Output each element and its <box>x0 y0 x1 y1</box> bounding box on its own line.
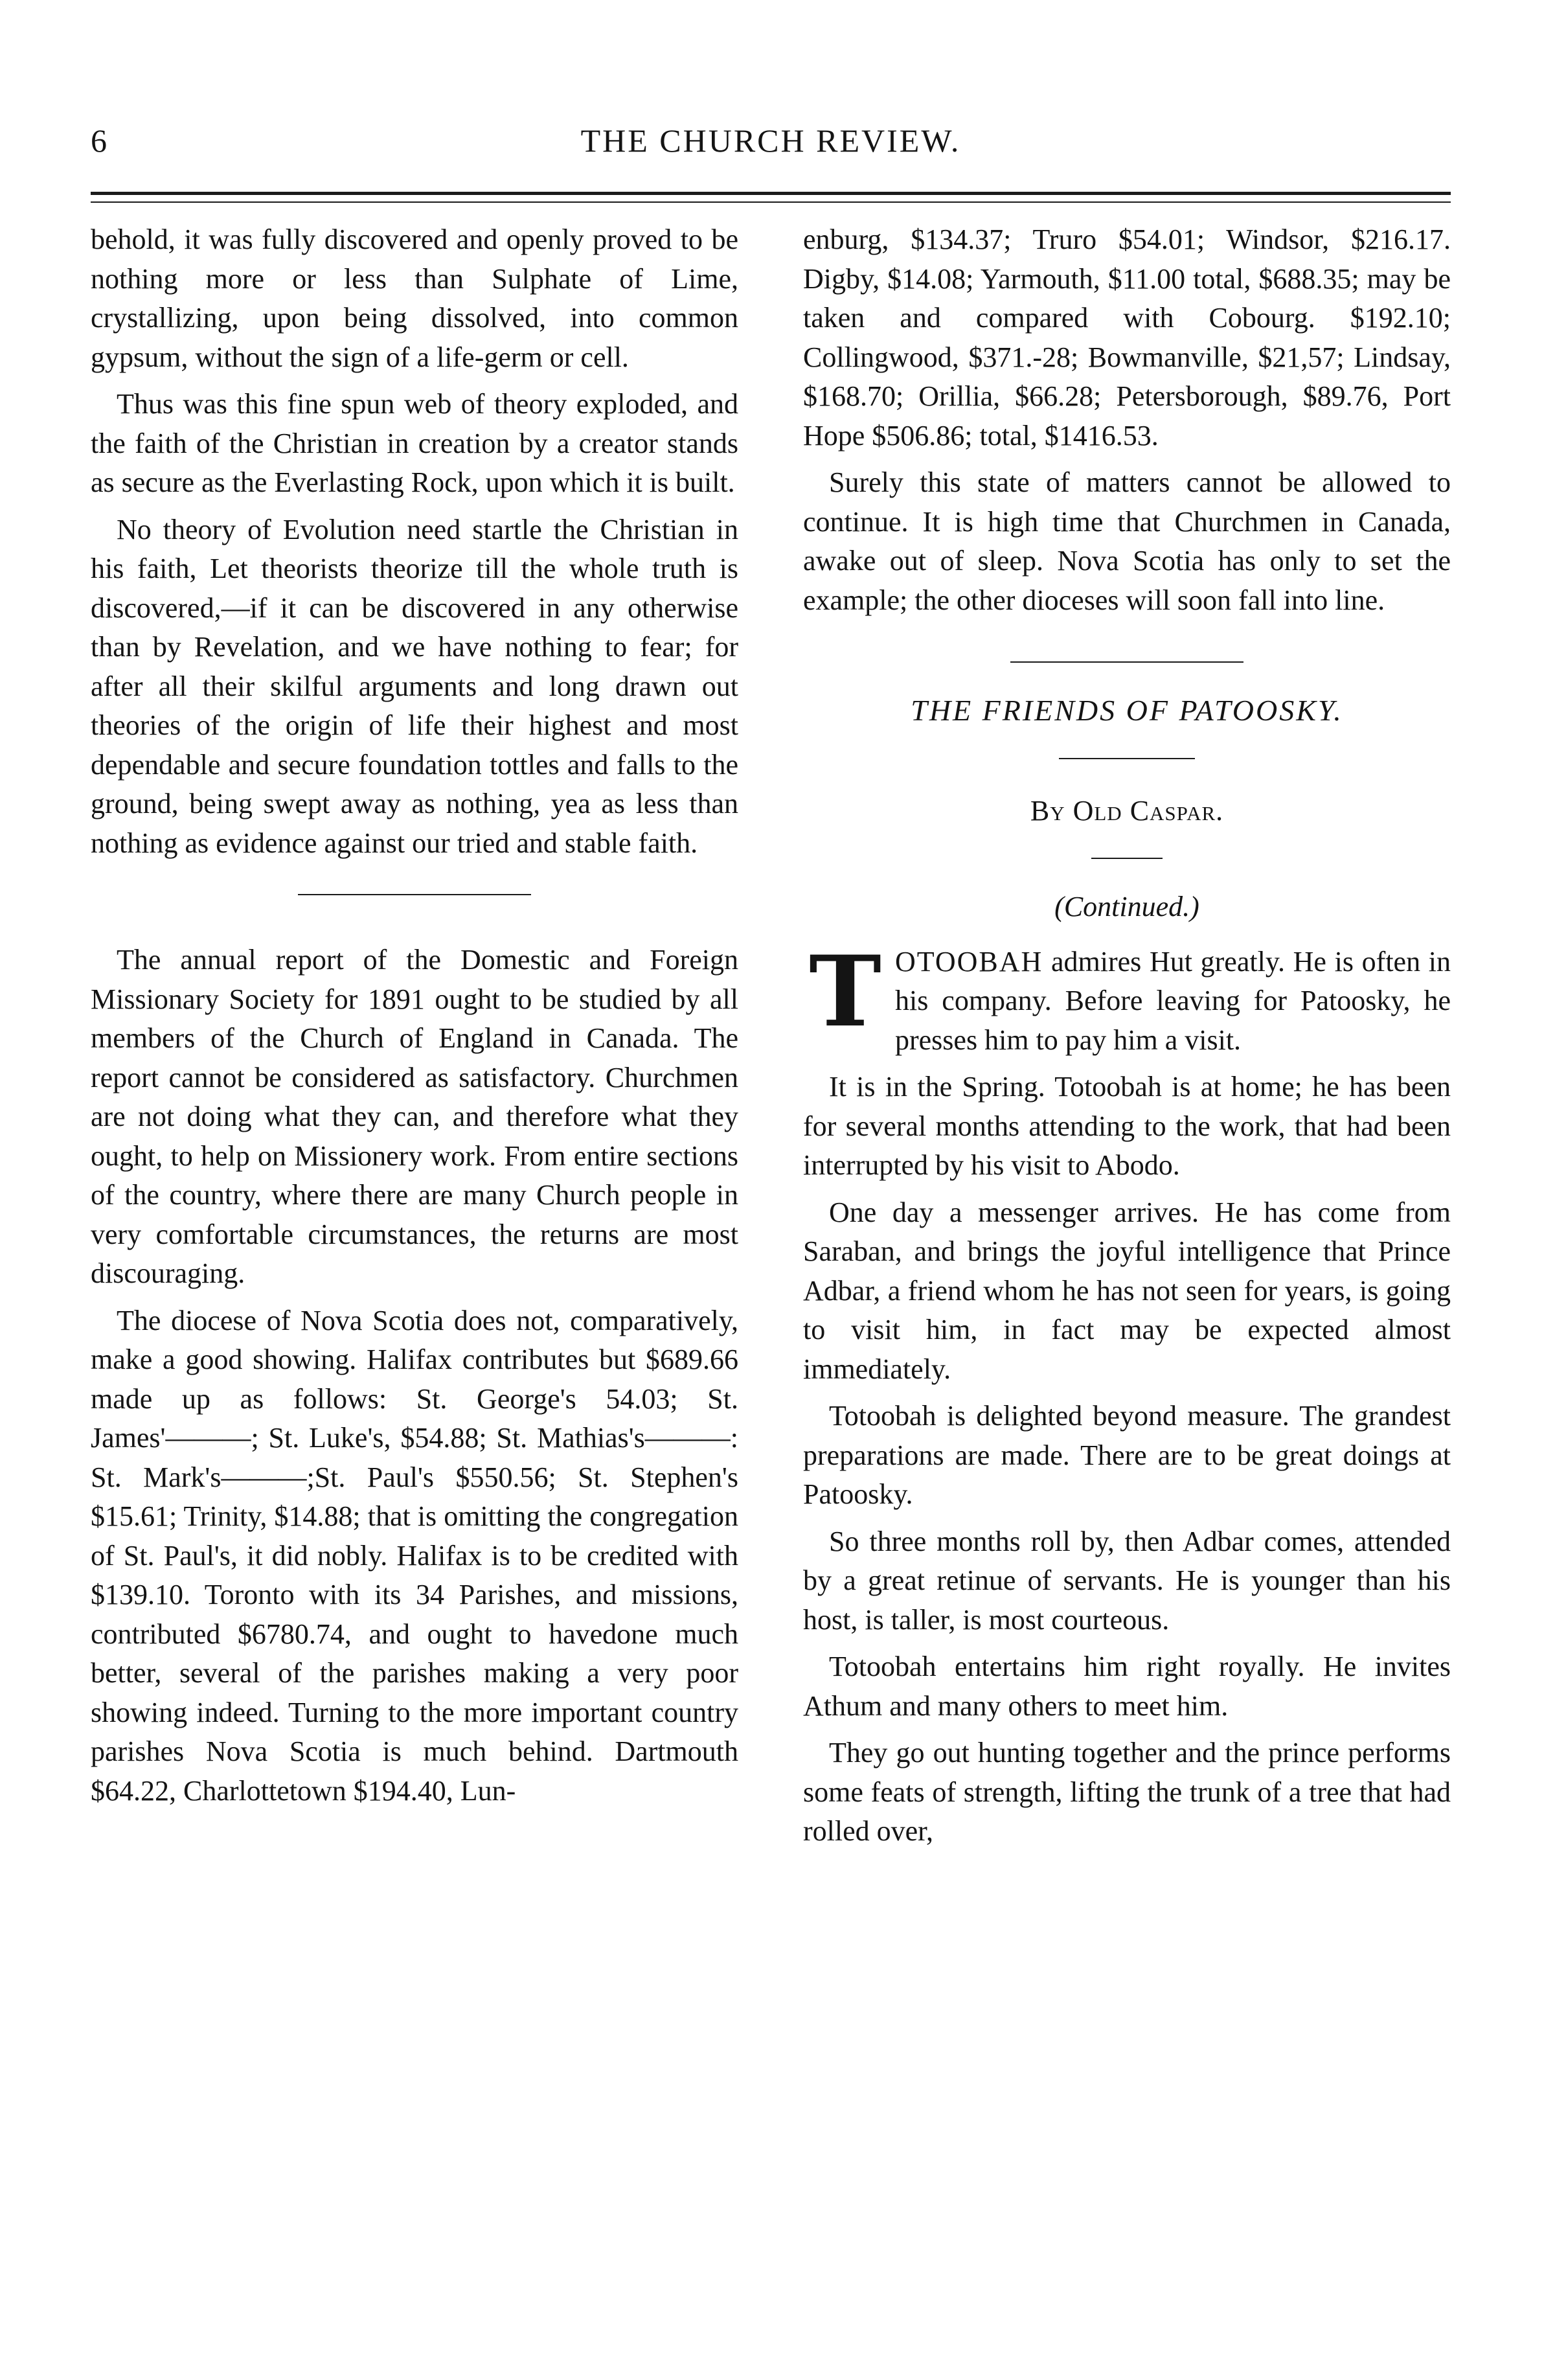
page-number: 6 <box>91 122 107 159</box>
right-column <box>803 220 1451 1859</box>
header-rule-thin <box>91 201 1451 203</box>
paragraph: Thus was this fine spun web of theory exploded, and the faith of the Christian in creation by a creator stands as secure as the Everlasting Rock, upon which it is built. <box>91 388 738 498</box>
page-header <box>91 122 1451 174</box>
paragraph: It is in the Spring. Totoobah is at home; he has been for several months attending to the work, that had been interrupted by his visit to Abodo. <box>803 1071 1451 1181</box>
drop-cap-letter: T <box>809 934 881 1049</box>
continued-note: (Continued.) <box>1054 891 1199 922</box>
story-title: THE FRIENDS OF PATOOSKY. <box>911 694 1343 727</box>
lead-caps: OTOOBAH <box>895 945 1043 978</box>
paragraph: The annual report of the Domestic and Foreign Missionary Society for 1891 ought to be studied by all members of the Church of England in Canada. The report cannot be considered as satisfactory. Churchmen are not doing what they can, and therefore what they ought, to help on Missionery work. From entire sections of the country, where there are many Church people in very comfortable circumstances, the returns are most discouraging. <box>91 944 738 1289</box>
paragraph: So three months roll by, then Adbar comes, attended by a great retinue of servants. He is younger than his host, is taller, is most courteous. <box>803 1525 1451 1636</box>
paragraph: Totoobah entertains him right royally. He invites Athum and many others to meet him. <box>803 1651 1451 1722</box>
paragraph: One day a messenger arrives. He has come from Saraban, and brings the joyful intelligence that Prince Adbar, a friend whom he has not seen for years, is going to visit him, in fact may be expected almost immediately. <box>803 1196 1451 1385</box>
opening-text: admires Hut greatly. He is often in his company. Before leaving for Patoosky, he presses him to pay him a visit. <box>895 945 1451 1056</box>
opening-paragraph <box>803 934 1451 1060</box>
running-title: THE CHURCH REVIEW. <box>580 122 961 159</box>
paragraph: Totoobah is delighted beyond measure. The grandest preparations are made. There are to be great doings at Patoosky. <box>803 1400 1451 1510</box>
left-column <box>91 220 738 1818</box>
paragraph: behold, it was fully discovered and openly proved to be nothing more or less than Sulphate of Lime, crystallizing, upon being dissolved, into common gypsum, without the sign of a life-germ or cell. <box>91 223 738 373</box>
paragraph: Surely this state of matters cannot be allowed to continue. It is high time that Churchmen in Canada, awake out of sleep. Nova Scotia has only to set the example; the other dioceses will soon fall into line. <box>803 466 1451 616</box>
paragraph: enburg, $134.37; Truro $54.01; Windsor, $216.17. Digby, $14.08; Yarmouth, $11.00 total, $688.35; may be taken and compared with Cobourg. $192.10; Collingwood, $371.-28; Bowmanville, $21,57; Lindsay, $168.70; Orillia, $66.28; Petersborough, $89.76, Port Hope $506.86; total, $1416.53. <box>803 223 1451 452</box>
paragraph: The diocese of Nova Scotia does not, comparatively, make a good showing. Halifax contributes but $689.66 made up as follows: St. George's 54.03; St. James'———; St. Luke's, $54.88; St. Mathias's———: St. Mark's———;St. Paul's $550.56; St. Stephen's $15.61; Trinity, $14.88; that is omitting the congregation of St. Paul's, it did nobly. Halifax is to be credited with $139.10. Toronto with its 34 Parishes, and missions, contributed $6780.74, and ought to havedone much better, several of the parishes making a very poor showing indeed. Turning to the more important country parishes Nova Scotia is much behind. Dartmouth $64.22, Charlottetown $194.40, Lun- <box>91 1304 738 1807</box>
header-rule-thick <box>91 192 1451 195</box>
paragraph: They go out hunting together and the prince performs some feats of strength, lifting the trunk of a tree that had rolled over, <box>803 1737 1451 1847</box>
paragraph: No theory of Evolution need startle the Christian in his faith, Let theorists theorize till the whole truth is discovered,—if it can be discovered in any otherwise than by Revelation, and we have nothing to fear; for after all their skilful arguments and long drawn out theories of the origin of life their highest and most dependable and secure foundation tottles and falls to the ground, being swept away as nothing, yea as less than nothing as evidence against our tried and stable faith. <box>91 513 738 859</box>
story-opening <box>803 934 1451 1060</box>
story-byline: By Old Caspar. <box>1030 794 1224 827</box>
